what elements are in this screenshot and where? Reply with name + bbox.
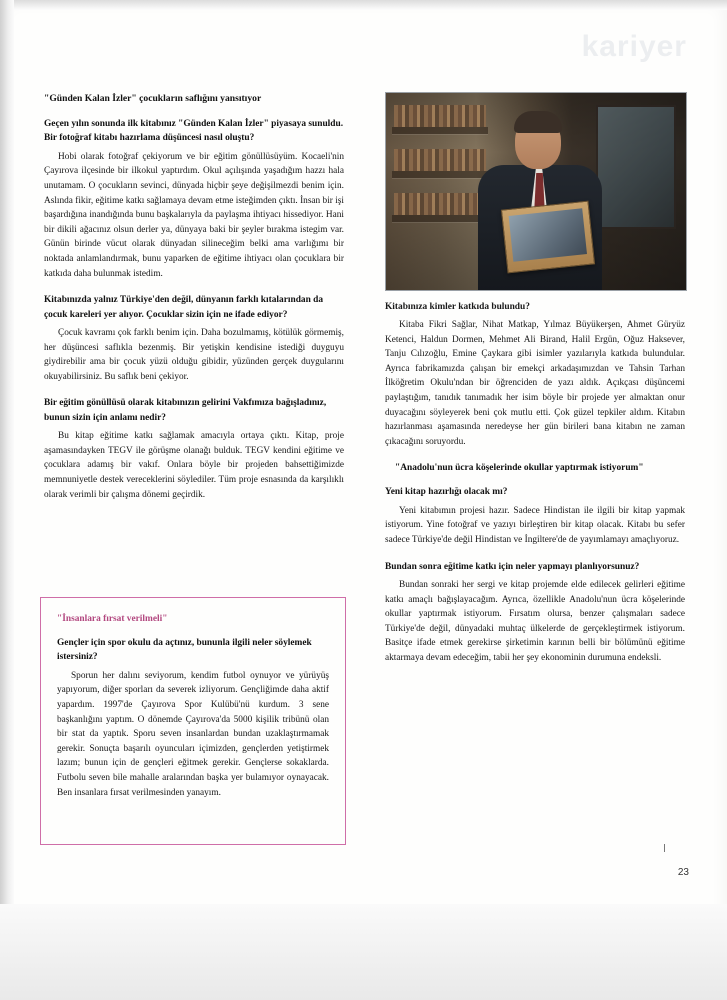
section-subhead: "Anadolu'nun ücra köşelerinde okullar yaptırmak istiyorum" bbox=[395, 463, 644, 474]
pullquote-box bbox=[40, 597, 346, 845]
held-book-cover-image bbox=[509, 208, 587, 261]
interview-question: Bir eğitim gönüllüsü olarak kitabınızın gelirini Vakfımıza bağışladınız, bunun sizin için anlamı nedir? bbox=[44, 398, 327, 423]
masthead-ghost-text: kariyer bbox=[581, 30, 687, 63]
interview-answer: Bu kitap eğitime katkı sağlamak amacıyla ortaya çıktı. Kitap, proje aşamasındayken TEGV ile görüşme olanağı bulduk. TEGV kendini eğitime ve çocuklara adamış bir vakıf. Onlara böyle bir projeden bahsettiğimizde memnuniyetle destek vereceklerini söylediler. Tüm proje esnasında da karşılıklı olarak verimli bir çalışma dönemi geçirdik. bbox=[44, 431, 344, 500]
article-headline: "Günden Kalan İzler" çocukların saflığını yansıtıyor bbox=[44, 93, 262, 104]
interview-question: Kitabınızda yalnız Türkiye'den değil, dünyanın farklı kıtalarından da çocuk kareleri yer alıyor. Çocuklar sizin için ne ifade ediyor? bbox=[44, 295, 324, 320]
right-text-column bbox=[385, 300, 685, 680]
interview-answer: Çocuk kavramı çok farklı benim için. Daha bozulmamış, kötülük görmemiş, her düşüncesi saflıkla bezenmiş. Bir yetişkin kendisine istediği duyguyu giydirebilir ama bir çocuk yüzü olduğu gibidir, yüzünden gerçek duygularını okuyabilirsiniz. Bu saflık beni çekiyor. bbox=[44, 327, 344, 382]
bookshelf-books bbox=[394, 149, 486, 171]
interview-answer: Kitaba Fikri Sağlar, Nihat Matkap, Yılmaz Büyükerşen, Ahmet Güryüz Ketenci, Haldun Dormen, Mehmet Ali Birand, Halil Ergün, Oğuz Haksever, Tanju Cılızoğlu, Emine Çaykara gibi isimler yazılarıyla katkıda bulundular. Ayrıca fabrikamızda çalışan bir emekçi arkadaşımızdan ve Tahsin Tarhan İlköğretim Okulu'ndan bir öğrenciden de yazı aldık. Açıkçası düşüncemi paylaştığım, tanıdık tanımadık her isim böyle bir projede yer almaktan onur duyacağını söyleyerek beni çok mutlu etti. Çok güzel tepkiler aldım. Kitabın hazırlanması aşamasında neredeyse her gün birileri bana kitabın ne zaman çıkacağını soruyordu. bbox=[385, 320, 685, 447]
window-icon bbox=[596, 105, 676, 229]
interview-question: Geçen yılın sonunda ilk kitabınız "Günden Kalan İzler" piyasaya sunuldu. Bir fotoğraf kitabı hazırlama düşüncesi nasıl oluştu? bbox=[44, 119, 344, 144]
person-hair bbox=[514, 111, 562, 133]
interview-answer: Bundan sonraki her sergi ve kitap projemde elde edilecek gelirleri eğitime katkı amaçlı bağışlayacağım. Ayrıca, özellikle Anadolu'nun ücra köşelerinde okullar yaptırmak istiyorum. Fırsatım olursa, benzer çalışmaları sadece Türkiye'de değil, dünyadaki muhtaç ülkelerde de gerçekleştirmek istiyorum. Basitçe ifade etmek gerekirse şirketimin karının belli bir bölümünü eğitime aktarmaya devam edeceğim, tabii her şey ekonominin durumuna endeksli. bbox=[385, 579, 685, 663]
scan-top-edge bbox=[0, 0, 727, 10]
portrait-photo bbox=[385, 92, 687, 291]
bookshelf-books bbox=[394, 105, 486, 127]
page-number: 23 bbox=[677, 867, 689, 878]
pullquote-title: "İnsanlara fırsat verilmeli" bbox=[57, 614, 168, 624]
interview-question: Yeni kitap hazırlığı olacak mı? bbox=[385, 487, 508, 498]
scan-left-edge bbox=[0, 0, 14, 1000]
interview-answer: Hobi olarak fotoğraf çekiyorum ve bir eğitim gönüllüsüyüm. Kocaeli'nin Çayırova ilçesinde bir ilkokul yaptırdım. Okul açılışında yaşadığım hazzı hala unutamam. O çocukların sevinci, dünyada hiçbir şeye değişilmezdi benim için. Aslında fikir, eğitime katkı sağlamaya devam etme isteğimden çıktı. İnsan bir işi başardığına inandığında bunu başkalarıyla da paylaşma ihtiyacı hissediyor. Hani bir dikili ağacınız olsun derler ya, dünyaya baki bir şeyler bırakma istegim var. Günün birinde vücut olarak dünyadan silineceğim belki ama varlığımı bir noktada anlamlandırmak, bunu yaparken de eğitime ihtiyacı olan çocuklara bir katkıda daha bulunmak istedim. bbox=[44, 151, 344, 279]
bookshelf-shelf bbox=[392, 127, 488, 134]
interview-question: Bundan sonra eğitime katkı için neler yapmayı planlıyorsunuz? bbox=[385, 561, 640, 572]
pullquote-question: Gençler için spor okulu da açtınız, bununla ilgili neler söylemek istersiniz? bbox=[57, 638, 312, 663]
registration-tick bbox=[664, 844, 665, 852]
pullquote-answer: Sporun her dalını seviyorum, kendim futbol oynuyor ve yürüyüş yapıyorum, diğer sporları da severek izliyorum. Gençliğimde daha aktif yapardım. 1997'de Çayırova Spor Kulübü'nü kurdum. 3 sene başkanlığını yaptım. O dönemde Çayırova'da 5000 kişilik tribünü olan bir stat da yaptık. Sporu seven insanlardan bundan uzaklaştırmamak gerekir. Sonuçta başarılı oyuncuları içimizden, gençlerden yetiştirmek lazım; bunun için de gençleri eğitmek gerekir. Gençlerse sokaklarda. Futbolu seven bile mahalle aralarından başka yer bulamıyor oynayacak. Ben insanlara fırsat verilmesinden yanayım. bbox=[57, 670, 329, 798]
bookshelf-shelf bbox=[392, 171, 488, 178]
interview-answer: Yeni kitabımın projesi hazır. Sadece Hindistan ile ilgili bir kitap yapmak istiyorum. Yine fotoğraf ve yazıyı birleştiren bir kitap olacak. Kitabı bu sefer sadece Türkiye'de değil Hindistan ve İngiltere'de de yayımlamayı amaçlıyoruz. bbox=[385, 505, 685, 545]
bookshelf-shelf bbox=[392, 215, 488, 222]
held-book bbox=[501, 201, 595, 274]
left-text-column bbox=[44, 92, 344, 516]
interview-question: Kitabınıza kimler katkıda bulundu? bbox=[385, 302, 530, 312]
bookshelf-books bbox=[394, 193, 486, 215]
scan-bottom-edge bbox=[0, 904, 727, 1000]
